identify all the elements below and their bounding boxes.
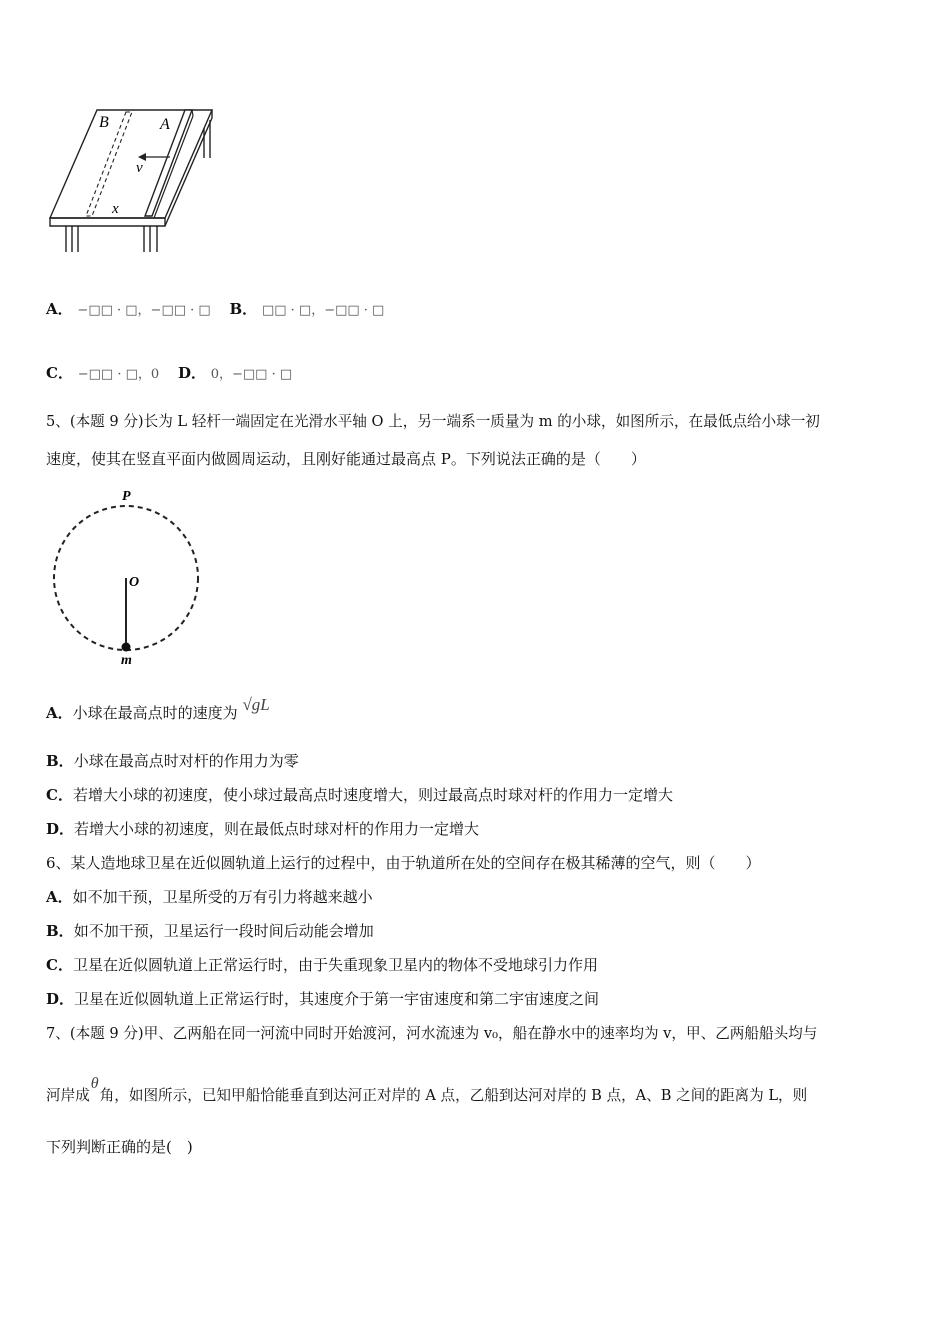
q4-option-d-text: 0，−□□ · □: [210, 367, 293, 382]
q6-option-a: [46, 886, 373, 907]
q5-option-a: [46, 695, 270, 723]
figure-circle-rod: [44, 484, 214, 670]
q7-stem-line1: 7、(本题 9 分)甲、乙两船在同一河流中同时开始渡河，河水流速为 v₀，船在静水中的速率均为 v，甲、乙两船船头均与: [46, 1025, 818, 1042]
figure-table-rod: [40, 100, 230, 260]
q7-line2-post: 角，如图所示，已知甲船恰能垂直到达河正对岸的 A 点，乙船到达河对岸的 B 点，A、B 之间的距离为 L，则: [99, 1087, 808, 1104]
q5-option-c: [46, 784, 673, 805]
q5-option-c-text: 若增大小球的初速度，使小球过最高点时速度增大，则过最高点时球对杆的作用力一定增大: [72, 786, 673, 804]
q5-option-a-label: A．: [46, 704, 73, 722]
q6-option-c-label: C．: [46, 956, 73, 974]
q6-option-b: [46, 920, 374, 941]
q6-option-d-label: D．: [46, 990, 75, 1008]
q5-option-b-label: B．: [46, 752, 74, 770]
label-x: x: [112, 201, 119, 217]
q4-option-row-ab: [46, 298, 384, 319]
label-o: O: [129, 575, 140, 590]
q4-option-row-cd: [46, 362, 292, 383]
q5-option-d-text: 若增大小球的初速度，则在最低点时球对杆的作用力一定增大: [74, 820, 480, 838]
q6-option-b-label: B．: [46, 922, 74, 940]
label-p: P: [122, 489, 131, 504]
q4-option-a-text: −□□ · □，−□□ · □: [77, 303, 211, 318]
q5-option-c-label: C．: [46, 786, 73, 804]
label-b: B: [99, 114, 109, 131]
q5-option-d: [46, 818, 479, 839]
q6-option-b-text: 如不加干预，卫星运行一段时间后动能会增加: [73, 922, 374, 940]
q6-stem: 6、某人造地球卫星在近似圆轨道上运行的过程中，由于轨道所在处的空间存在极其稀薄的空气，则（ ）: [46, 854, 761, 872]
q7-stem-line3: 下列判断正确的是( ): [46, 1138, 193, 1156]
q4-option-a-label: A．: [46, 300, 73, 318]
q5-stem-line1: 5、(本题 9 分)长为 L 轻杆一端固定在光滑水平轴 O 上，另一端系一质量为 m 的小球，如图所示，在最低点给小球一初: [46, 413, 820, 430]
q4-option-c-text: −□□ · □，0: [77, 367, 160, 382]
q5-stem-line2: 速度，使其在竖直平面内做圆周运动，且刚好能通过最高点 P。下列说法正确的是（ ）: [46, 450, 646, 468]
label-m: m: [121, 653, 132, 668]
q5-option-a-math: √gL: [242, 695, 270, 714]
q5-option-d-label: D．: [46, 820, 75, 838]
q7-line2-pre: 河岸成: [46, 1087, 90, 1104]
q4-option-b-label: B．: [229, 300, 258, 318]
label-a: A: [160, 116, 170, 133]
q4-option-d-label: D．: [177, 364, 206, 382]
q5-option-b-text: 小球在最高点时对杆的作用力为零: [73, 752, 299, 770]
q4-option-b-text: □□ · □，−□□ · □: [261, 303, 385, 318]
q6-option-c-text: 卫星在近似圆轨道上正常运行时，由于失重现象卫星内的物体不受地球引力作用: [72, 956, 598, 974]
q4-option-c-label: C．: [46, 364, 73, 382]
q6-option-a-label: A．: [46, 888, 73, 906]
q6-option-a-text: 如不加干预，卫星所受的万有引力将越来越小: [72, 888, 373, 906]
q6-option-d-text: 卫星在近似圆轨道上正常运行时，其速度介于第一宇宙速度和第二宇宙速度之间: [74, 990, 600, 1008]
label-v: v: [136, 160, 143, 176]
q5-option-b: [46, 750, 299, 771]
q7-stem-line2: [46, 1075, 808, 1105]
q6-option-c: [46, 954, 598, 975]
q6-option-d: [46, 988, 599, 1009]
q7-theta: θ: [90, 1075, 99, 1092]
q5-option-a-text: 小球在最高点时的速度为: [72, 704, 238, 722]
